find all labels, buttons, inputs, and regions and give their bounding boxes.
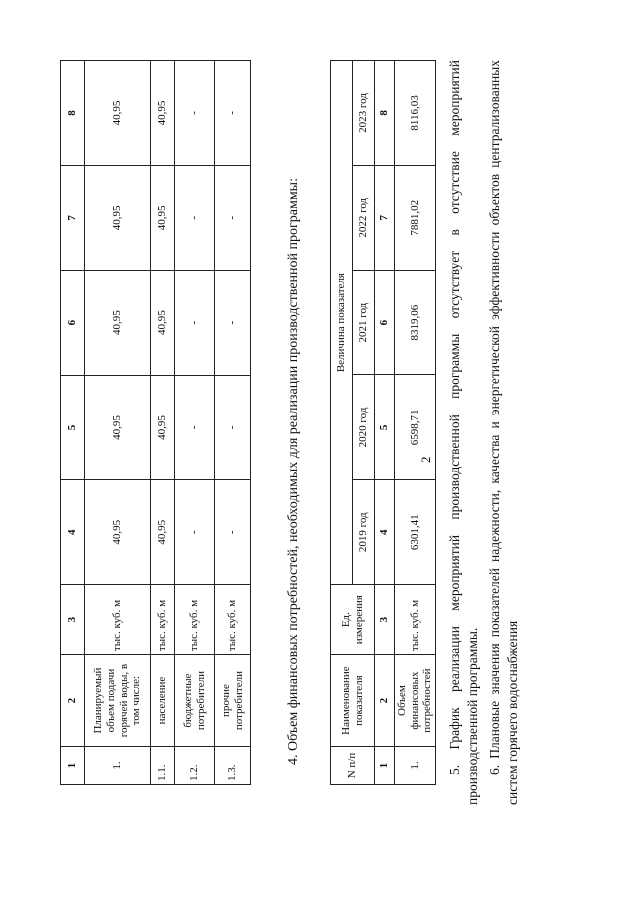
unit-cell: тыс. куб. м <box>175 585 215 655</box>
value-cell: 40,95 <box>151 375 175 480</box>
table-header-row <box>331 61 353 785</box>
table-number-row <box>375 61 395 785</box>
header-cell: 4 <box>61 480 85 585</box>
value-cell: - <box>215 61 251 166</box>
table-row <box>85 61 151 785</box>
indicator-name: население <box>151 655 175 747</box>
header-cell: 6 <box>375 270 395 375</box>
indicator-name: Планируемый объем подачи горячей воды, в том числе: <box>85 655 151 747</box>
row-number: 1. <box>395 747 436 785</box>
value-cell: - <box>215 480 251 585</box>
header-n: N п/п <box>331 747 375 785</box>
year-cell: 2022 год <box>353 165 375 270</box>
table-row <box>395 61 436 785</box>
value-cell: - <box>175 61 215 166</box>
value-cell: 40,95 <box>85 375 151 480</box>
table-row <box>175 61 215 785</box>
water-supply-table <box>60 60 251 785</box>
row-number: 1.1. <box>151 747 175 785</box>
value-cell: 8319,06 <box>395 270 436 375</box>
indicator-name: прочие потребители <box>215 655 251 747</box>
header-cell: 7 <box>61 165 85 270</box>
header-cell: 8 <box>61 61 85 166</box>
value-cell: 40,95 <box>85 165 151 270</box>
header-cell: 4 <box>375 480 395 585</box>
value-cell: - <box>215 165 251 270</box>
year-cell: 2021 год <box>353 270 375 375</box>
header-cell: 2 <box>61 655 85 747</box>
header-cell: 3 <box>61 585 85 655</box>
value-cell: 40,95 <box>151 61 175 166</box>
header-cell: 7 <box>375 165 395 270</box>
unit-cell: тыс. куб. м <box>395 585 436 655</box>
section-4-title: 4. Объем финансовых потребностей, необходимых для реализации производственной программы: <box>286 178 301 765</box>
value-cell: 40,95 <box>151 480 175 585</box>
value-cell: - <box>175 270 215 375</box>
header-cell: 1 <box>375 747 395 785</box>
value-cell: - <box>215 270 251 375</box>
value-cell: 8116,03 <box>395 61 436 166</box>
indicator-name: бюджетные потребители <box>175 655 215 747</box>
value-cell: - <box>175 375 215 480</box>
value-cell: 40,95 <box>85 270 151 375</box>
year-cell: 2023 год <box>353 61 375 166</box>
row-number: 1. <box>85 747 151 785</box>
header-cell: 5 <box>375 375 395 480</box>
year-cell: 2020 год <box>353 375 375 480</box>
value-cell: 40,95 <box>85 480 151 585</box>
header-cell: 1 <box>61 747 85 785</box>
value-cell: 40,95 <box>151 270 175 375</box>
page-number: 2 <box>418 456 433 463</box>
value-cell: - <box>175 165 215 270</box>
header-cell: 6 <box>61 270 85 375</box>
row-number: 1.3. <box>215 747 251 785</box>
value-cell: 40,95 <box>151 165 175 270</box>
value-cell: 40,95 <box>85 61 151 166</box>
header-name: Наименование показателя <box>331 655 375 747</box>
table-row <box>151 61 175 785</box>
table-header-row <box>61 61 85 785</box>
year-cell: 2019 год <box>353 480 375 585</box>
value-cell: 7881,02 <box>395 165 436 270</box>
financial-needs-table <box>330 60 436 785</box>
unit-cell: тыс. куб. м <box>85 585 151 655</box>
unit-cell: тыс. куб. м <box>151 585 175 655</box>
value-cell: 6301,41 <box>395 480 436 585</box>
value-cell: - <box>215 375 251 480</box>
header-cell: 8 <box>375 61 395 166</box>
value-cell: - <box>175 480 215 585</box>
header-value-group: Величина показателя <box>331 61 353 585</box>
value-cell: 6598,71 <box>395 375 436 480</box>
header-cell: 2 <box>375 655 395 747</box>
header-unit: Ед. измерения <box>331 585 375 655</box>
section-6-text: 6. Плановые значения показателей надежности, качества и энергетической эффективности объектов централизованных систем горячего водоснабжения <box>487 60 520 805</box>
table-row <box>215 61 251 785</box>
unit-cell: тыс. куб. м <box>215 585 251 655</box>
header-cell: 3 <box>375 585 395 655</box>
indicator-name: Объем финансовых потребностей <box>395 655 436 747</box>
section-5-text: 5. График реализации мероприятий производственной программы отсутствует в отсутствие мероприятий производственной программы. <box>447 60 480 805</box>
header-cell: 5 <box>61 375 85 480</box>
row-number: 1.2. <box>175 747 215 785</box>
